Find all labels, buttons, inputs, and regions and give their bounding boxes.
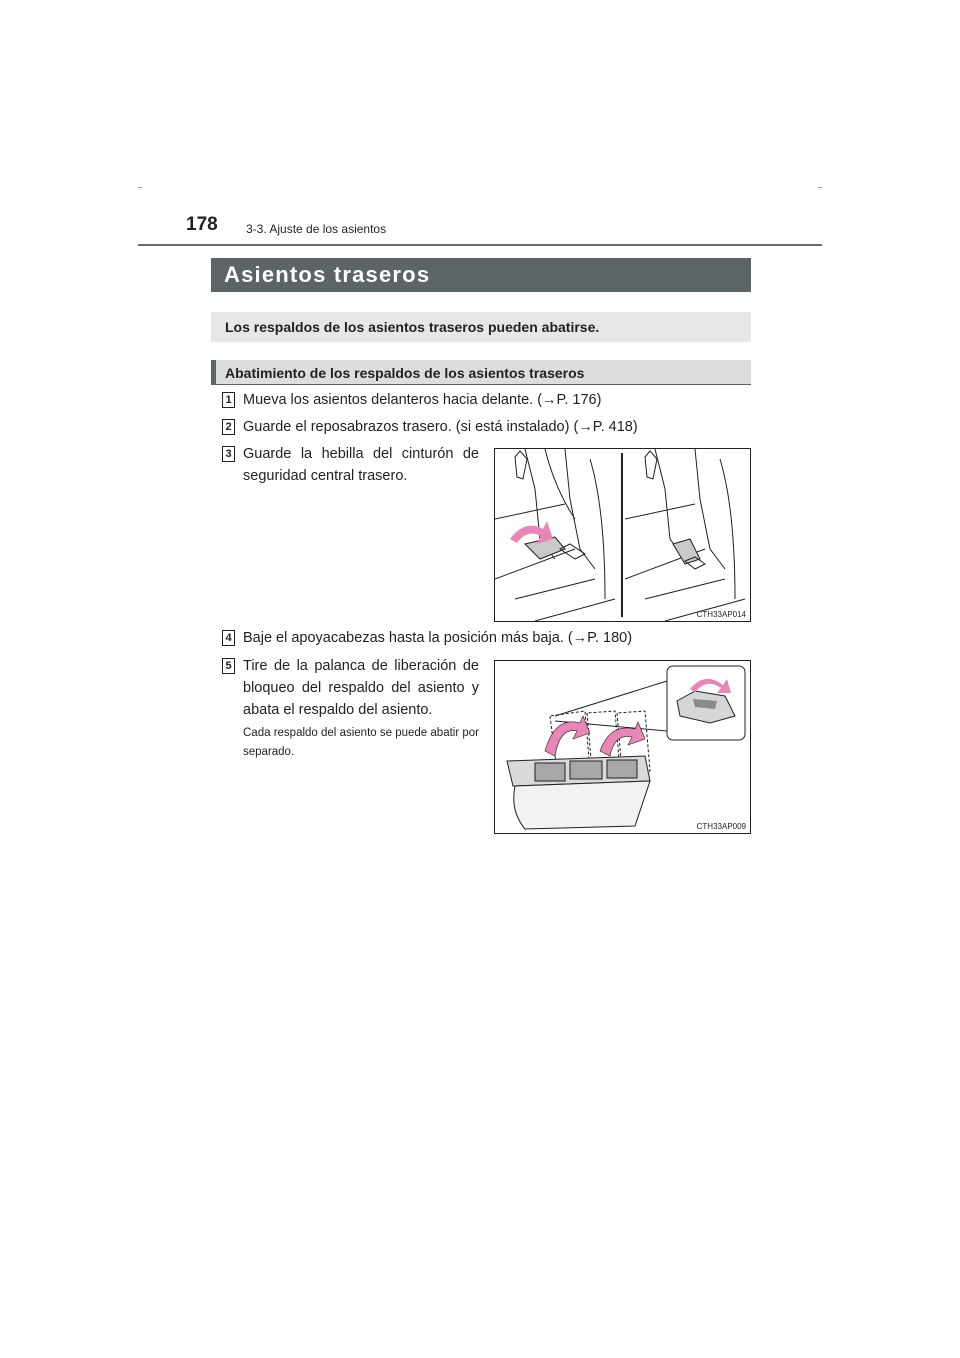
step-number-1: 1 xyxy=(222,392,235,408)
step-number-5: 5 xyxy=(222,658,235,674)
section-title: Asientos traseros xyxy=(211,258,751,292)
seat-belt-buckle-icon xyxy=(495,449,750,621)
seatback-fold-icon xyxy=(495,661,750,833)
step-text-1: Mueva los asientos delanteros hacia delante. (→P. 176) xyxy=(243,392,602,408)
step-text-2: Guarde el reposabrazos trasero. (si está instalado) (→P. 418) xyxy=(243,419,638,435)
step-number-3: 3 xyxy=(222,446,235,462)
section-intro: Los respaldos de los asientos traseros pueden abatirse. xyxy=(211,312,751,342)
figure-seatback-fold xyxy=(494,660,751,834)
step-number-2: 2 xyxy=(222,419,235,435)
crop-mark-right xyxy=(818,187,822,188)
step-text-5: Tire de la palanca de liberación de bloqueo del respaldo del asiento y abata el respaldo del asiento. xyxy=(243,658,479,718)
figure-code-seatback: CTH33AP009 xyxy=(696,822,746,831)
step-text-3: Guarde la hebilla del cinturón de seguridad central trasero. xyxy=(243,446,479,484)
figure-code-buckle: CTH33AP014 xyxy=(696,610,746,619)
step-note-5: Cada respaldo del asiento se puede abatir por separado. xyxy=(243,727,479,758)
header-rule xyxy=(138,244,822,246)
figure-seat-belt-buckle xyxy=(494,448,751,622)
breadcrumb: 3-3. Ajuste de los asientos xyxy=(246,222,387,236)
step-text-4: Baje el apoyacabezas hasta la posición más baja. (→P. 180) xyxy=(243,630,633,646)
crop-mark-left xyxy=(138,187,142,188)
subsection-title: Abatimiento de los respaldos de los asientos traseros xyxy=(211,360,751,385)
step-number-4: 4 xyxy=(222,630,235,646)
page-number: 178 xyxy=(186,214,218,235)
